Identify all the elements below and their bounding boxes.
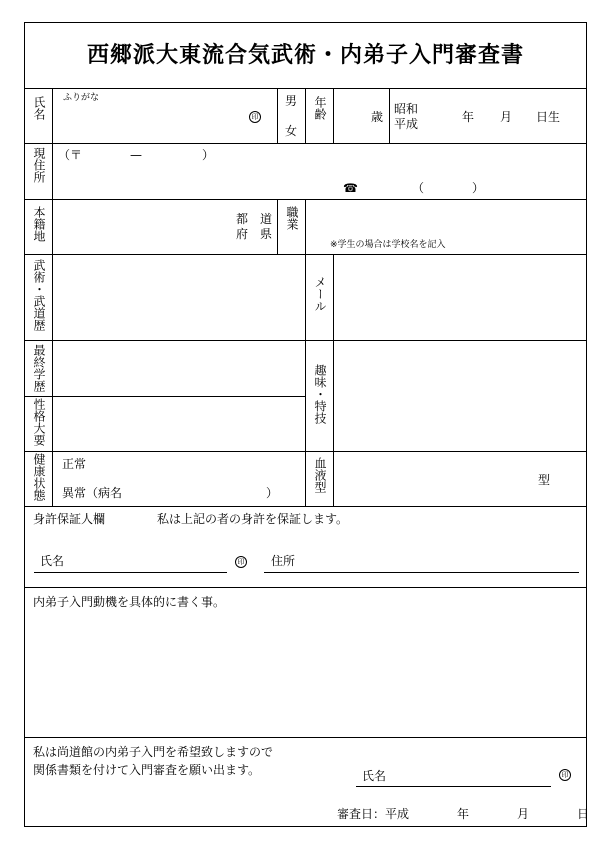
guarantor-name-label: 氏名 <box>40 554 65 568</box>
health-abnormal-option[interactable]: 異常（病名 ） <box>62 486 279 500</box>
gender-female-option[interactable]: 女 <box>285 124 298 138</box>
blood-type-field[interactable] <box>335 453 535 504</box>
birth-year-label: 年 <box>462 110 475 124</box>
address-field[interactable] <box>54 163 334 197</box>
applicant-name-field[interactable] <box>356 764 550 786</box>
occupation-note: ※学生の場合は学校名を記入 <box>330 240 446 250</box>
guarantor-name-field[interactable] <box>34 550 226 572</box>
applicant-seal-icon: 印 <box>559 769 571 781</box>
divider <box>333 88 334 143</box>
blood-type-label: 血液型 <box>313 457 327 493</box>
phone-field[interactable]: ☎ （ ） <box>343 181 484 195</box>
hobby-label: 趣味・特技 <box>313 364 327 424</box>
guarantor-address-underline <box>264 572 579 573</box>
personality-field[interactable] <box>54 398 304 449</box>
name-field[interactable] <box>54 104 244 140</box>
occupation-field[interactable] <box>308 201 584 237</box>
age-label: 年齢 <box>313 96 327 120</box>
age-unit: 歳 <box>371 110 384 124</box>
personality-label: 性格大要 <box>32 398 46 446</box>
guarantor-address-label: 住所 <box>271 554 296 568</box>
prefecture-label-2: 府 県 <box>236 227 273 241</box>
guarantor-heading: 身許保証人欄 <box>33 512 106 526</box>
divider <box>305 199 306 506</box>
prefecture-label-1: 都 道 <box>236 212 273 226</box>
seal-icon: 印 <box>249 111 261 123</box>
email-label: メール <box>313 276 327 312</box>
closing-line-1: 私は尚道館の内弟子入門を希望致しますので <box>33 745 274 759</box>
motivation-field[interactable] <box>26 612 585 735</box>
divider <box>277 199 278 254</box>
divider <box>389 88 390 143</box>
health-label: 健康状態 <box>32 453 46 501</box>
domicile-label: 本籍地 <box>32 206 46 242</box>
page-title: 西郷派大東流合気武術・内弟子入門審査書 <box>86 42 524 68</box>
occupation-label: 職業 <box>285 206 299 230</box>
motivation-heading: 内弟子入門動機を具体的に書く事。 <box>33 595 226 609</box>
divider <box>24 506 587 507</box>
age-field[interactable] <box>335 90 371 140</box>
divider <box>277 88 278 143</box>
divider <box>24 143 587 144</box>
gender-male-option[interactable]: 男 <box>285 94 298 108</box>
furigana-label: ふりがな <box>63 93 100 103</box>
closing-line-2: 関係書類を付けて入門審査を願い出ます。 <box>33 763 261 777</box>
postal-code-field[interactable]: （〒 — ） <box>58 148 215 162</box>
education-label: 最終学歴 <box>32 344 46 392</box>
birth-day-label: 日生 <box>536 110 561 124</box>
domicile-field[interactable] <box>54 201 234 251</box>
email-field[interactable] <box>335 256 585 338</box>
guarantor-name-underline <box>34 572 227 573</box>
guarantor-address-field[interactable] <box>264 550 578 572</box>
education-field[interactable] <box>54 342 304 394</box>
health-normal-option[interactable]: 正常 <box>62 457 87 471</box>
divider <box>24 396 306 397</box>
divider <box>24 737 587 738</box>
applicant-name-label: 氏名 <box>362 769 387 783</box>
guarantor-seal-icon: 印 <box>235 556 247 568</box>
blood-type-unit: 型 <box>538 473 551 487</box>
label-column-divider <box>52 88 53 506</box>
birth-month-label: 月 <box>500 110 513 124</box>
martial-history-label: 武術・武道歴 <box>32 259 46 331</box>
hobby-field[interactable] <box>335 342 585 449</box>
address-label: 現住所 <box>32 147 46 183</box>
divider <box>333 254 334 506</box>
review-date: 審査日：平成 年 月 日 <box>337 807 590 821</box>
era-showa[interactable]: 昭和 <box>394 102 419 116</box>
era-heisei[interactable]: 平成 <box>394 117 419 131</box>
applicant-name-underline <box>356 786 551 787</box>
guarantor-statement: 私は上記の者の身許を保証します。 <box>157 512 349 526</box>
divider <box>24 587 587 588</box>
martial-history-field[interactable] <box>54 256 304 338</box>
divider <box>305 88 306 143</box>
name-label: 氏名 <box>32 96 46 120</box>
